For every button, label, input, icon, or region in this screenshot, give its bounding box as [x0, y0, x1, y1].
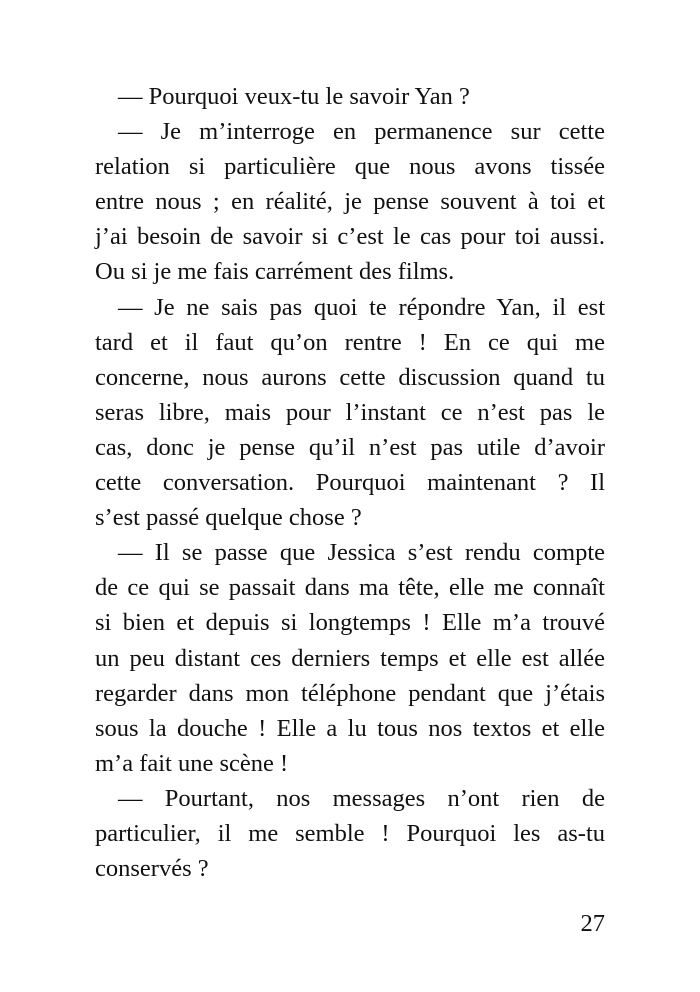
text-line: cas, donc je pense qu’il n’est pas utile d’avoir — [95, 433, 605, 461]
text-line: concerne, nous aurons cette discussion quand tu — [95, 363, 605, 391]
text-line: — Je m’interroge en permanence sur cette — [118, 118, 605, 146]
text-line: un peu distant ces derniers temps et elle est allée — [95, 644, 605, 672]
text-line: seras libre, mais pour l’instant ce n’est pas le — [95, 398, 605, 426]
text-line: m’a fait une scène ! — [95, 749, 289, 777]
page-number: 27 — [580, 910, 605, 937]
paragraph — [95, 114, 605, 289]
text-line: sous la douche ! Elle a lu tous nos textos et elle — [95, 714, 605, 742]
text-line: — Il se passe que Jessica s’est rendu compte — [118, 539, 605, 567]
text-line: relation si particulière que nous avons tissée — [95, 153, 605, 181]
text-line: tard et il faut qu’on rentre ! En ce qui me — [95, 328, 605, 356]
text-line: s’est passé quelque chose ? — [95, 504, 362, 532]
text-line: particulier, il me semble ! Pourquoi les as-tu — [95, 819, 605, 847]
text-line: Ou si je me fais carrément des films. — [95, 258, 455, 286]
text-line: j’ai besoin de savoir si c’est le cas pour toi aussi. — [95, 223, 605, 251]
text-line: entre nous ; en réalité, je pense souvent à toi et — [95, 188, 605, 216]
paragraph — [95, 290, 605, 536]
text-line: conservés ? — [95, 855, 209, 883]
text-line: — Pourtant, nos messages n’ont rien de — [118, 784, 605, 812]
paragraph — [95, 535, 605, 781]
paragraph — [95, 79, 605, 114]
text-line: si bien et depuis si longtemps ! Elle m’a trouvé — [95, 609, 605, 637]
text-line: regarder dans mon téléphone pendant que j’étais — [95, 679, 605, 707]
text-line: de ce qui se passait dans ma tête, elle me connaît — [95, 574, 605, 602]
text-line: — Je ne sais pas quoi te répondre Yan, il est — [118, 293, 605, 321]
paragraph — [95, 781, 605, 886]
text-line: — Pourquoi veux-tu le savoir Yan ? — [118, 83, 470, 110]
book-page-text — [95, 79, 605, 886]
text-line: cette conversation. Pourquoi maintenant ? Il — [95, 469, 605, 497]
